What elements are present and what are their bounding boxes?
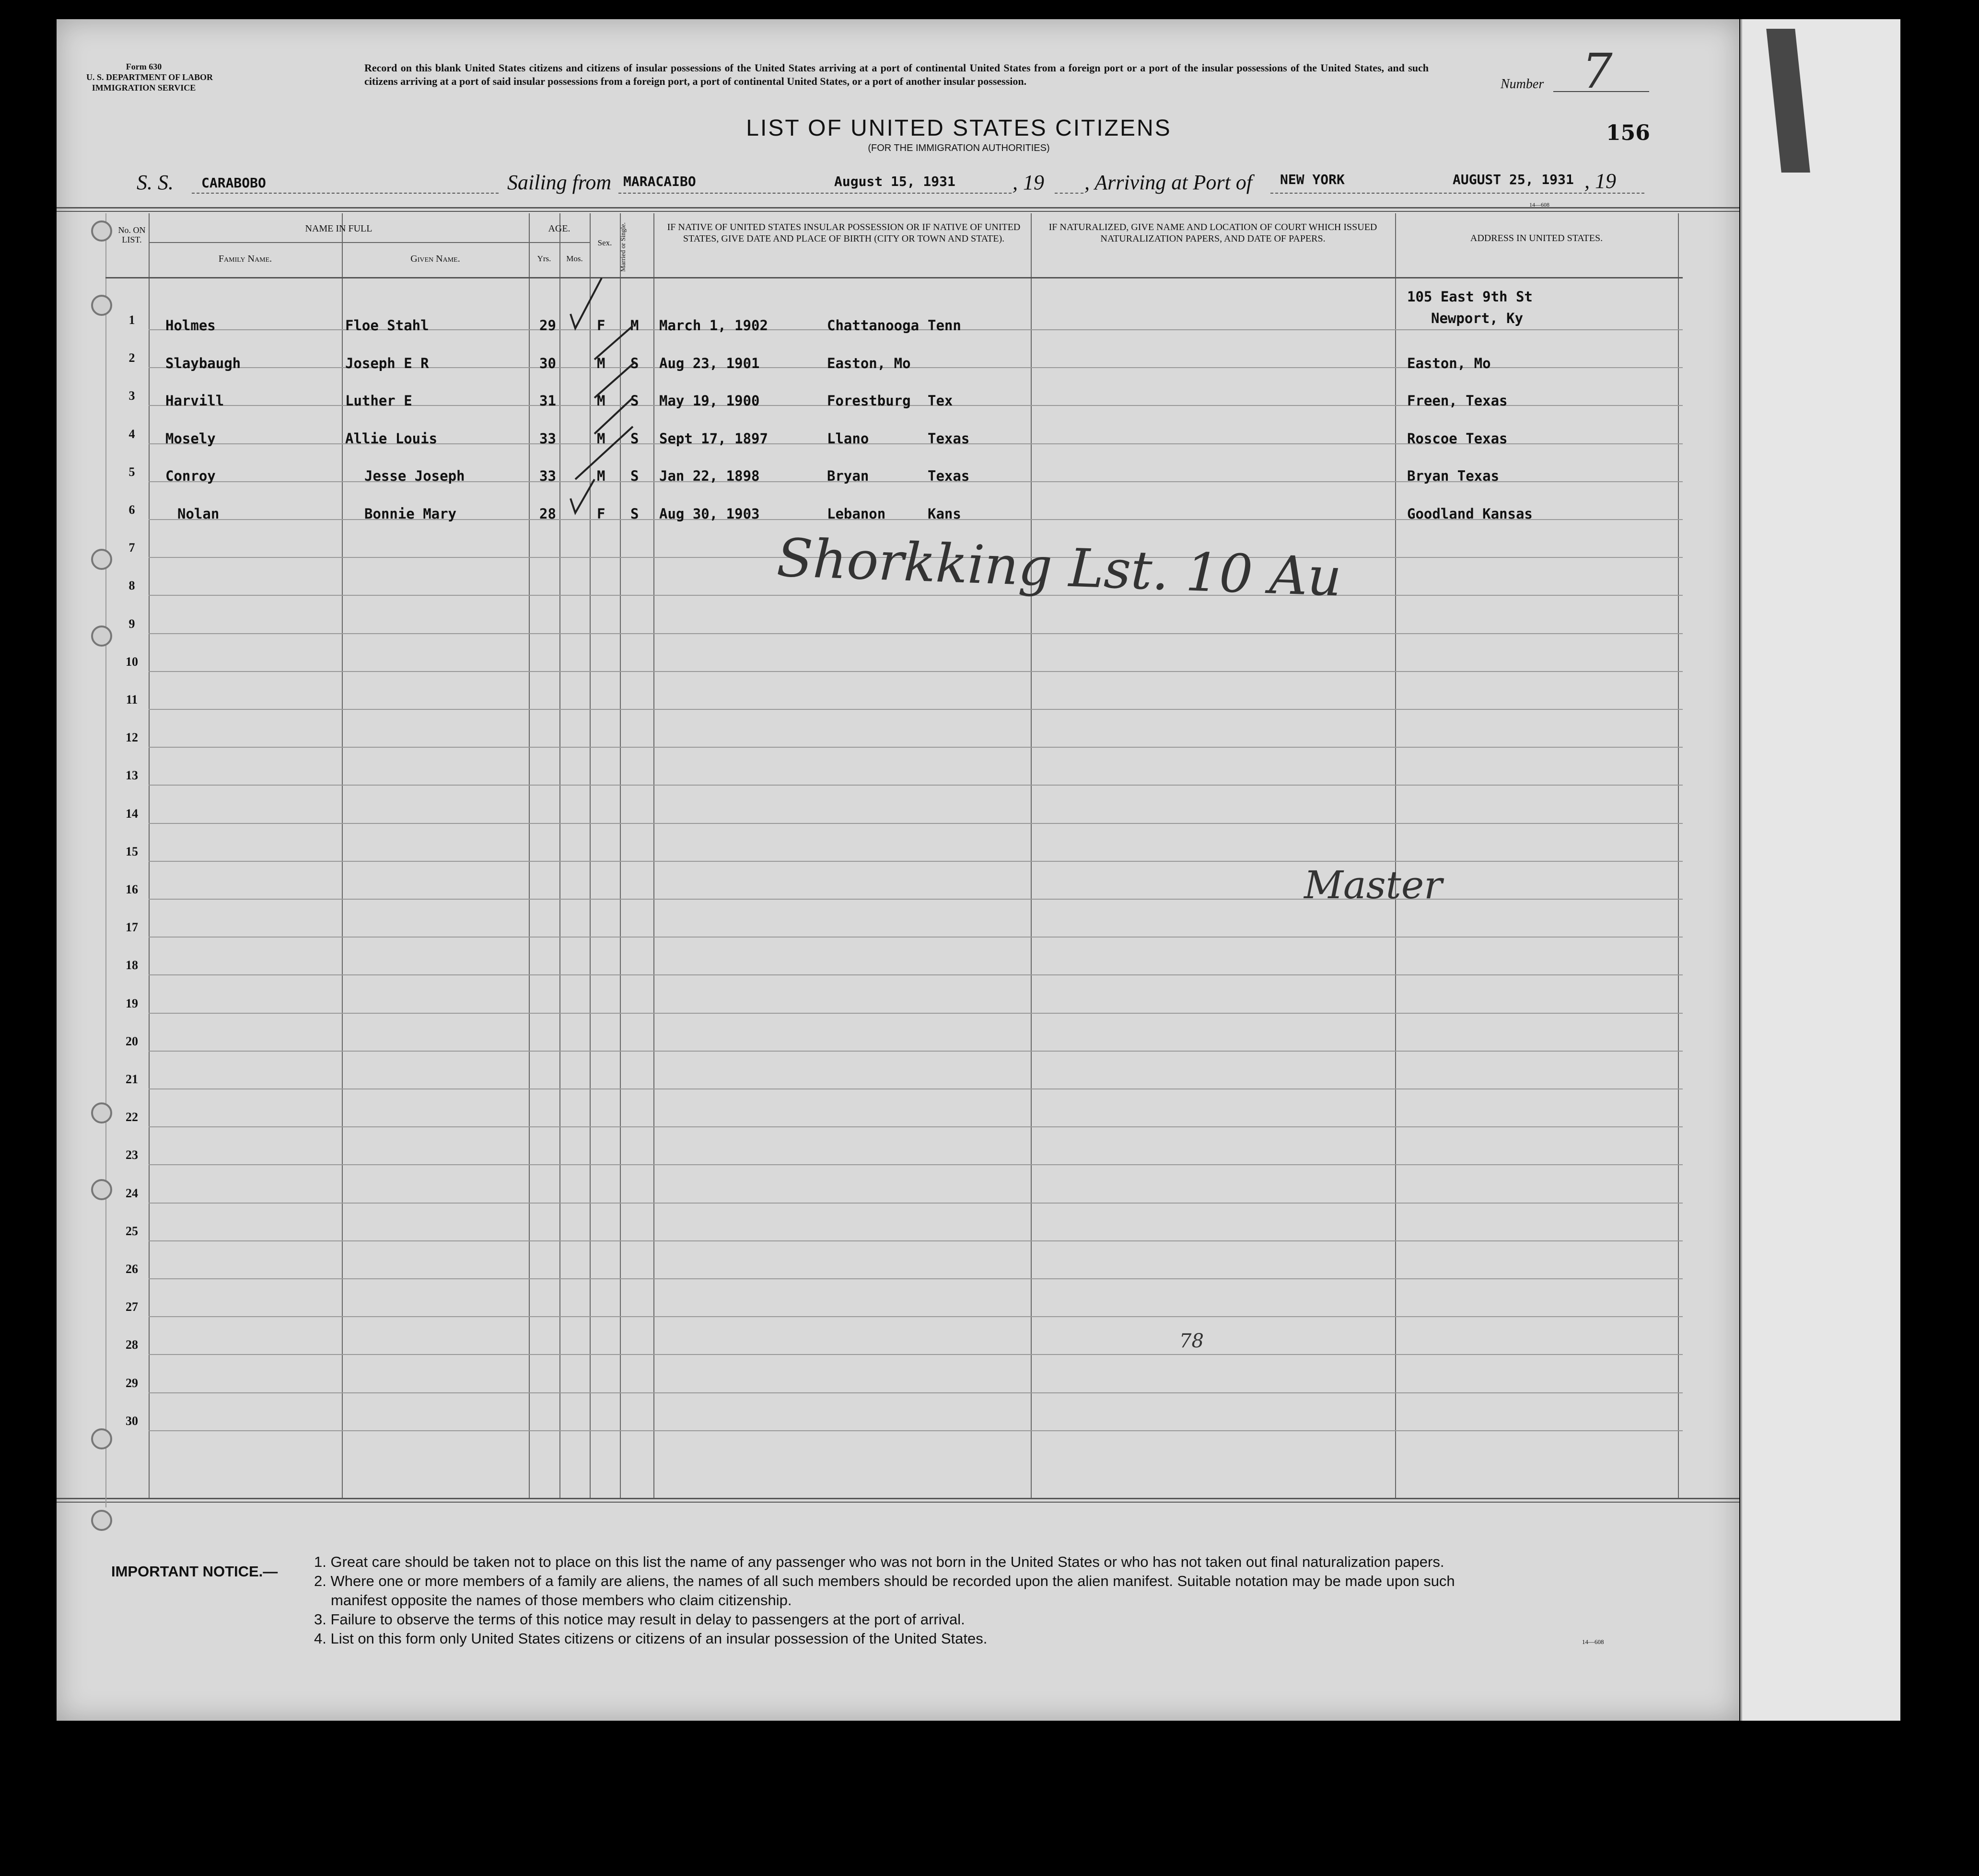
row-number: 22 <box>126 1110 138 1124</box>
notice-label: IMPORTANT NOTICE.— <box>111 1563 278 1580</box>
row-number: 14 <box>126 806 138 821</box>
birth-date-cell: Jan 22, 1898 <box>659 468 760 484</box>
ship-name: CARABOBO <box>201 175 266 191</box>
row-rule <box>149 1240 1683 1241</box>
handwritten-note-shorkking: Shorkking Lst. 10 Au <box>776 527 1343 608</box>
form-id-block <box>86 61 213 93</box>
row-rule <box>149 823 1683 824</box>
row-rule <box>149 1354 1683 1355</box>
binder-hole <box>91 1179 112 1200</box>
row-number: 20 <box>126 1034 138 1048</box>
header-birth: IF NATIVE OF UNITED STATES INSULAR POSSESSION OR IF NATIVE OF UNITED STATES, GIVE DATE AND PLACE OF BIRTH (CITY OR TOWN AND STATE). <box>667 222 1021 244</box>
row-number: 19 <box>126 996 138 1010</box>
header-name-in-full: NAME IN FULL <box>305 223 373 234</box>
arriving-label: , Arriving at Port of <box>1084 171 1252 194</box>
given-name-cell: Joseph E R <box>345 355 429 371</box>
marital-status-cell: S <box>630 468 639 484</box>
given-name-cell: Bonnie Mary <box>364 505 457 522</box>
notice-item-4: 4. List on this form only United States citizens or citizens of an insular possession of the United States. <box>314 1630 988 1647</box>
row-rule <box>149 1164 1683 1165</box>
row-number: 2 <box>128 351 135 365</box>
row-rule <box>149 1051 1683 1052</box>
family-name-cell: Harvill <box>165 393 224 409</box>
row-number: 30 <box>126 1413 138 1428</box>
sex-cell: F <box>597 505 605 522</box>
marital-status-cell: S <box>630 355 639 371</box>
sailing-port: MARACAIBO <box>623 174 696 189</box>
address-cell: Goodland Kansas <box>1407 505 1533 522</box>
sailing-label: Sailing from <box>507 171 612 194</box>
address-cell: Easton, Mo <box>1407 355 1491 371</box>
row-rule <box>149 1392 1683 1393</box>
row-number: 25 <box>126 1224 138 1238</box>
handwritten-note-master: Master <box>1304 863 1443 907</box>
age-yrs-cell: 28 <box>539 505 556 522</box>
address-cell: Bryan Texas <box>1407 468 1500 484</box>
family-name-cell: Slaybaugh <box>165 355 241 371</box>
family-name-cell: Holmes <box>165 317 216 334</box>
birth-city-cell: Chattanooga <box>827 317 920 334</box>
birth-city-cell: Llano <box>827 430 869 447</box>
row-number: 16 <box>126 882 138 896</box>
form-number: Form 630 <box>126 62 162 71</box>
row-number: 29 <box>126 1376 138 1390</box>
page-title: LIST OF UNITED STATES CITIZENS <box>746 116 1172 141</box>
header-naturalized: IF NATURALIZED, GIVE NAME AND LOCATION OF COURT WHICH ISSUED NATURALIZATION PAPERS, AND DATE OF PAPERS. <box>1048 222 1377 244</box>
intro-text: Record on this blank United States citizens and citizens of insular possessions of the United States arriving at a port of continental United States from a foreign port or a port of the insular possessions of the United States, and such citizens arriving at a port of said insular possessions from a foreign port, a port of continental United States, or a port of another insular possession. <box>364 62 1429 87</box>
notice-item-3: 3. Failure to observe the terms of this notice may result in delay to passengers at the port of arrival. <box>314 1611 965 1628</box>
row-number: 21 <box>126 1072 138 1086</box>
row-number: 8 <box>128 579 135 593</box>
header-sex: Sex. <box>597 238 612 247</box>
address-cell: Roscoe Texas <box>1407 430 1508 447</box>
family-name-cell: Conroy <box>165 468 216 484</box>
arrival-underline <box>1270 193 1644 194</box>
arrival-year-suffix: , 19 <box>1584 169 1616 193</box>
marital-status-cell: S <box>630 430 639 447</box>
row-rule <box>149 595 1683 596</box>
marital-status-cell: S <box>630 505 639 522</box>
ship-underline <box>192 193 499 194</box>
binder-hole <box>91 549 112 570</box>
table-bottom-rule <box>57 1498 1739 1499</box>
address-cell: 105 East 9th St <box>1407 289 1533 305</box>
row-number: 23 <box>126 1148 138 1162</box>
row-number: 17 <box>126 920 138 935</box>
sex-cell: M <box>597 430 605 447</box>
birth-city-cell: Lebanon <box>827 505 886 522</box>
sex-cell: M <box>597 393 605 409</box>
given-name-cell: Luther E <box>345 393 412 409</box>
col-line-left <box>105 213 106 1507</box>
row-number: 5 <box>128 464 135 479</box>
address-cell-line2: Newport, Ky <box>1431 310 1524 326</box>
age-yrs-cell: 31 <box>539 393 556 409</box>
row-number: 10 <box>126 654 138 669</box>
row-number: 18 <box>126 958 138 973</box>
row-rule <box>149 937 1683 938</box>
age-yrs-cell: 33 <box>539 468 556 484</box>
row-rule <box>149 671 1683 672</box>
header-rule-top-2 <box>57 211 1739 212</box>
row-number: 11 <box>126 693 138 706</box>
family-name-cell: Mosely <box>165 430 216 447</box>
binder-hole <box>91 220 112 242</box>
number-label: Number <box>1501 77 1544 92</box>
ss-label: S. S. <box>137 171 174 194</box>
header-bottom-rule <box>105 277 1683 278</box>
row-rule <box>149 1430 1683 1431</box>
department-name: U. S. DEPARTMENT OF LABOR <box>86 72 213 82</box>
page-subtitle: (FOR THE IMMIGRATION AUTHORITIES) <box>868 143 1050 153</box>
birth-state-cell: Tex <box>928 393 953 409</box>
binder-hole <box>91 1510 112 1531</box>
sex-cell: F <box>597 317 605 334</box>
binder-hole <box>91 625 112 647</box>
address-cell: Freen, Texas <box>1407 393 1508 409</box>
name-subheader-rule <box>149 242 529 243</box>
marital-status-cell: S <box>630 393 639 409</box>
year-label: , 19 <box>1013 171 1044 194</box>
notice-item-2-cont: manifest opposite the names of those members who claim citizenship. <box>331 1592 792 1609</box>
header-yrs: Yrs. <box>537 254 551 263</box>
row-number: 9 <box>128 616 135 631</box>
row-number: 26 <box>126 1262 138 1276</box>
row-rule <box>149 974 1683 975</box>
age-yrs-cell: 33 <box>539 430 556 447</box>
row-rule <box>149 1316 1683 1317</box>
printer-code-bottom: 14—608 <box>1582 1638 1604 1645</box>
header-age: AGE. <box>548 223 570 234</box>
checkmark-strokes <box>566 268 642 522</box>
row-number: 3 <box>128 389 135 403</box>
birth-date-cell: Sept 17, 1897 <box>659 430 768 447</box>
row-rule <box>149 1203 1683 1204</box>
header-address: ADDRESS IN UNITED STATES. <box>1470 233 1603 243</box>
row-number: 4 <box>128 427 135 441</box>
row-number: 12 <box>126 730 138 745</box>
adjacent-page-strip <box>1740 19 1900 1721</box>
row-number: 27 <box>126 1300 138 1314</box>
family-name-cell: Nolan <box>177 505 220 522</box>
row-number: 15 <box>126 844 138 858</box>
row-rule <box>149 861 1683 862</box>
birth-city-cell: Forestburg <box>827 393 911 409</box>
header-given-name: Given Name. <box>410 254 460 264</box>
row-number: 7 <box>128 541 135 555</box>
header-no-on-list: No. ON LIST. <box>118 225 146 244</box>
row-number: 13 <box>126 768 138 783</box>
row-number: 6 <box>128 503 135 517</box>
age-yrs-cell: 29 <box>539 317 556 334</box>
header-married-single: Married or Single. <box>620 222 627 272</box>
birth-state-cell: Texas <box>928 468 970 484</box>
sex-cell: M <box>597 355 605 371</box>
sailing-date: August 15, 1931 <box>834 174 955 189</box>
year-underline <box>1055 193 1083 194</box>
binder-hole <box>91 1428 112 1449</box>
handwritten-note-78: 78 <box>1179 1330 1204 1352</box>
row-rule <box>149 1013 1683 1014</box>
list-number: 7 <box>1582 43 1613 99</box>
birth-city-cell: Bryan <box>827 468 869 484</box>
row-rule <box>149 899 1683 900</box>
given-name-cell: Floe Stahl <box>345 317 429 334</box>
header-mos: Mos. <box>566 254 583 263</box>
row-rule <box>149 747 1683 748</box>
age-yrs-cell: 30 <box>539 355 556 371</box>
service-name: IMMIGRATION SERVICE <box>92 83 196 93</box>
row-rule <box>149 1278 1683 1279</box>
header-rule-top <box>57 207 1739 208</box>
row-number: 1 <box>128 313 135 327</box>
binder-hole <box>91 1102 112 1123</box>
birth-date-cell: Aug 30, 1903 <box>659 505 760 522</box>
given-name-cell: Allie Louis <box>345 430 438 447</box>
birth-date-cell: May 19, 1900 <box>659 393 760 409</box>
table-bottom-rule-2 <box>57 1502 1739 1503</box>
header-family-name: Family Name. <box>218 254 272 264</box>
printer-code: 14—608 <box>1529 201 1549 208</box>
row-number: 24 <box>126 1186 138 1200</box>
row-rule <box>149 785 1683 786</box>
given-name-cell: Jesse Joseph <box>364 468 465 484</box>
birth-date-cell: Aug 23, 1901 <box>659 355 760 371</box>
birth-city-cell: Easton, Mo <box>827 355 911 371</box>
binder-hole <box>91 295 112 316</box>
marital-status-cell: M <box>630 317 639 334</box>
manifest-sheet <box>57 19 1739 1721</box>
birth-date-cell: March 1, 1902 <box>659 317 768 334</box>
notice-item-1: 1. Great care should be taken not to place on this list the name of any passenger who was not born in the United States or who has not taken out final naturalization papers. <box>314 1553 1444 1570</box>
arrival-port: NEW YORK <box>1280 172 1345 187</box>
row-number: 28 <box>126 1338 138 1352</box>
arrival-date: AUGUST 25, 1931 <box>1453 172 1574 187</box>
row-rule <box>149 709 1683 710</box>
page-number: 156 <box>1606 121 1650 145</box>
age-subheader-rule <box>529 242 590 243</box>
notice-item-2: 2. Where one or more members of a family are aliens, the names of all such members should be recorded upon the alien manifest. Suitable notation may be made upon such <box>314 1573 1455 1589</box>
birth-state-cell: Texas <box>928 430 970 447</box>
birth-state-cell: Kans <box>928 505 961 522</box>
birth-state-cell: Tenn <box>928 317 961 334</box>
row-rule <box>149 633 1683 634</box>
sailing-underline <box>618 193 1012 194</box>
sex-cell: M <box>597 468 605 484</box>
row-rule <box>149 1126 1683 1127</box>
